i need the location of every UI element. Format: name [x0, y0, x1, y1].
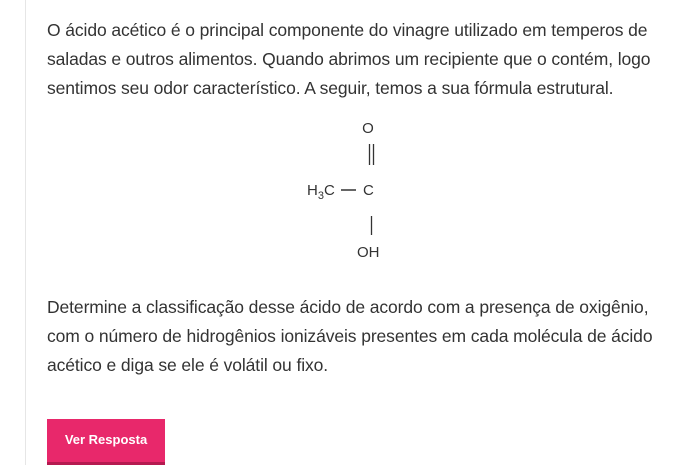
question-paragraph: Determine a classificação desse ácido de acordo com a presença de oxigênio, com o número de hidrogênios ionizáveis presentes em cada molécula de ácido acético e diga se ele é volátil ou fixo.	[47, 297, 653, 375]
article-content	[47, 16, 667, 380]
formula-bottom-group: OH	[357, 244, 380, 261]
structural-formula	[47, 103, 667, 293]
acetic-acid-structure	[47, 103, 667, 293]
formula-left-group: $H_3C$	[307, 182, 335, 202]
show-answer-button[interactable]: Ver Resposta	[47, 419, 165, 465]
left-border-line	[25, 0, 26, 465]
formula-top-atom: O	[362, 120, 374, 137]
intro-paragraph: O ácido acético é o principal componente do vinagre utilizado em temperos de saladas e outros alimentos. Quando abrimos um recipiente que o contém, logo sentimos seu odor característico. A seguir, temos a sua fórmula estrutural.	[47, 20, 651, 98]
formula-center-atom: C	[363, 182, 374, 199]
